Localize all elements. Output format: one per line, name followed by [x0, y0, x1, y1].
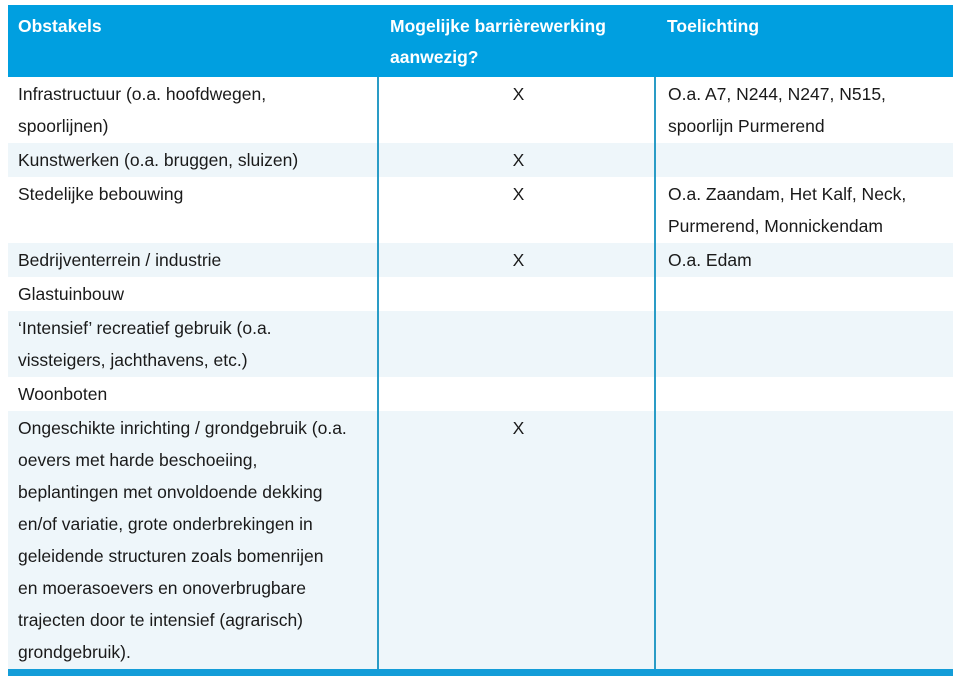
- column-header-barrierewerking: Mogelijke barrièrewerking aanwezig?: [378, 5, 655, 77]
- obstacle-cell: Glastuinbouw: [8, 277, 378, 311]
- table-row: [8, 411, 953, 669]
- toelichting-cell: O.a. A7, N244, N247, N515, spoorlijn Purmerend: [655, 77, 953, 143]
- barrier-mark-cell: X: [378, 243, 655, 277]
- barrier-mark-cell: [378, 277, 655, 311]
- obstacle-cell: Woonboten: [8, 377, 378, 411]
- barrier-mark-cell: X: [378, 177, 655, 243]
- toelichting-cell: O.a. Zaandam, Het Kalf, Neck, Purmerend, Monnickendam: [655, 177, 953, 243]
- toelichting-cell: [655, 277, 953, 311]
- table-row: [8, 177, 953, 243]
- toelichting-cell: O.a. Edam: [655, 243, 953, 277]
- obstacle-cell: Kunstwerken (o.a. bruggen, sluizen): [8, 143, 378, 177]
- table-row: [8, 277, 953, 311]
- barrier-mark-cell: [378, 377, 655, 411]
- barrier-mark-cell: [378, 311, 655, 377]
- obstacle-cell: Stedelijke bebouwing: [8, 177, 378, 243]
- obstacles-table: [8, 5, 953, 669]
- toelichting-cell: [655, 411, 953, 669]
- obstacle-cell: Infrastructuur (o.a. hoofdwegen, spoorlijnen): [8, 77, 378, 143]
- table-row: [8, 243, 953, 277]
- toelichting-cell: [655, 311, 953, 377]
- barrier-mark-cell: X: [378, 77, 655, 143]
- obstacle-cell: Ongeschikte inrichting / grondgebruik (o.a. oevers met harde beschoeiing, beplantingen met onvoldoende dekking en/of variatie, grote onderbrekingen in geleidende structuren zoals bomenrijen en moerasoevers en onoverbrugbare trajecten door te intensief (agrarisch) grondgebruik).: [8, 411, 378, 669]
- obstacle-cell: Bedrijventerrein / industrie: [8, 243, 378, 277]
- toelichting-cell: [655, 377, 953, 411]
- column-header-toelichting: Toelichting: [655, 5, 953, 77]
- table-row: [8, 77, 953, 143]
- obstacles-table-container: [8, 5, 953, 676]
- table-header: [8, 5, 953, 77]
- table-row: [8, 311, 953, 377]
- barrier-mark-cell: X: [378, 411, 655, 669]
- barrier-mark-cell: X: [378, 143, 655, 177]
- header-row: [8, 5, 953, 77]
- table-row: [8, 377, 953, 411]
- table-body: [8, 77, 953, 669]
- obstacle-cell: ‘Intensief’ recreatief gebruik (o.a. vissteigers, jachthavens, etc.): [8, 311, 378, 377]
- table-row: [8, 143, 953, 177]
- toelichting-cell: [655, 143, 953, 177]
- column-header-obstakels: Obstakels: [8, 5, 378, 77]
